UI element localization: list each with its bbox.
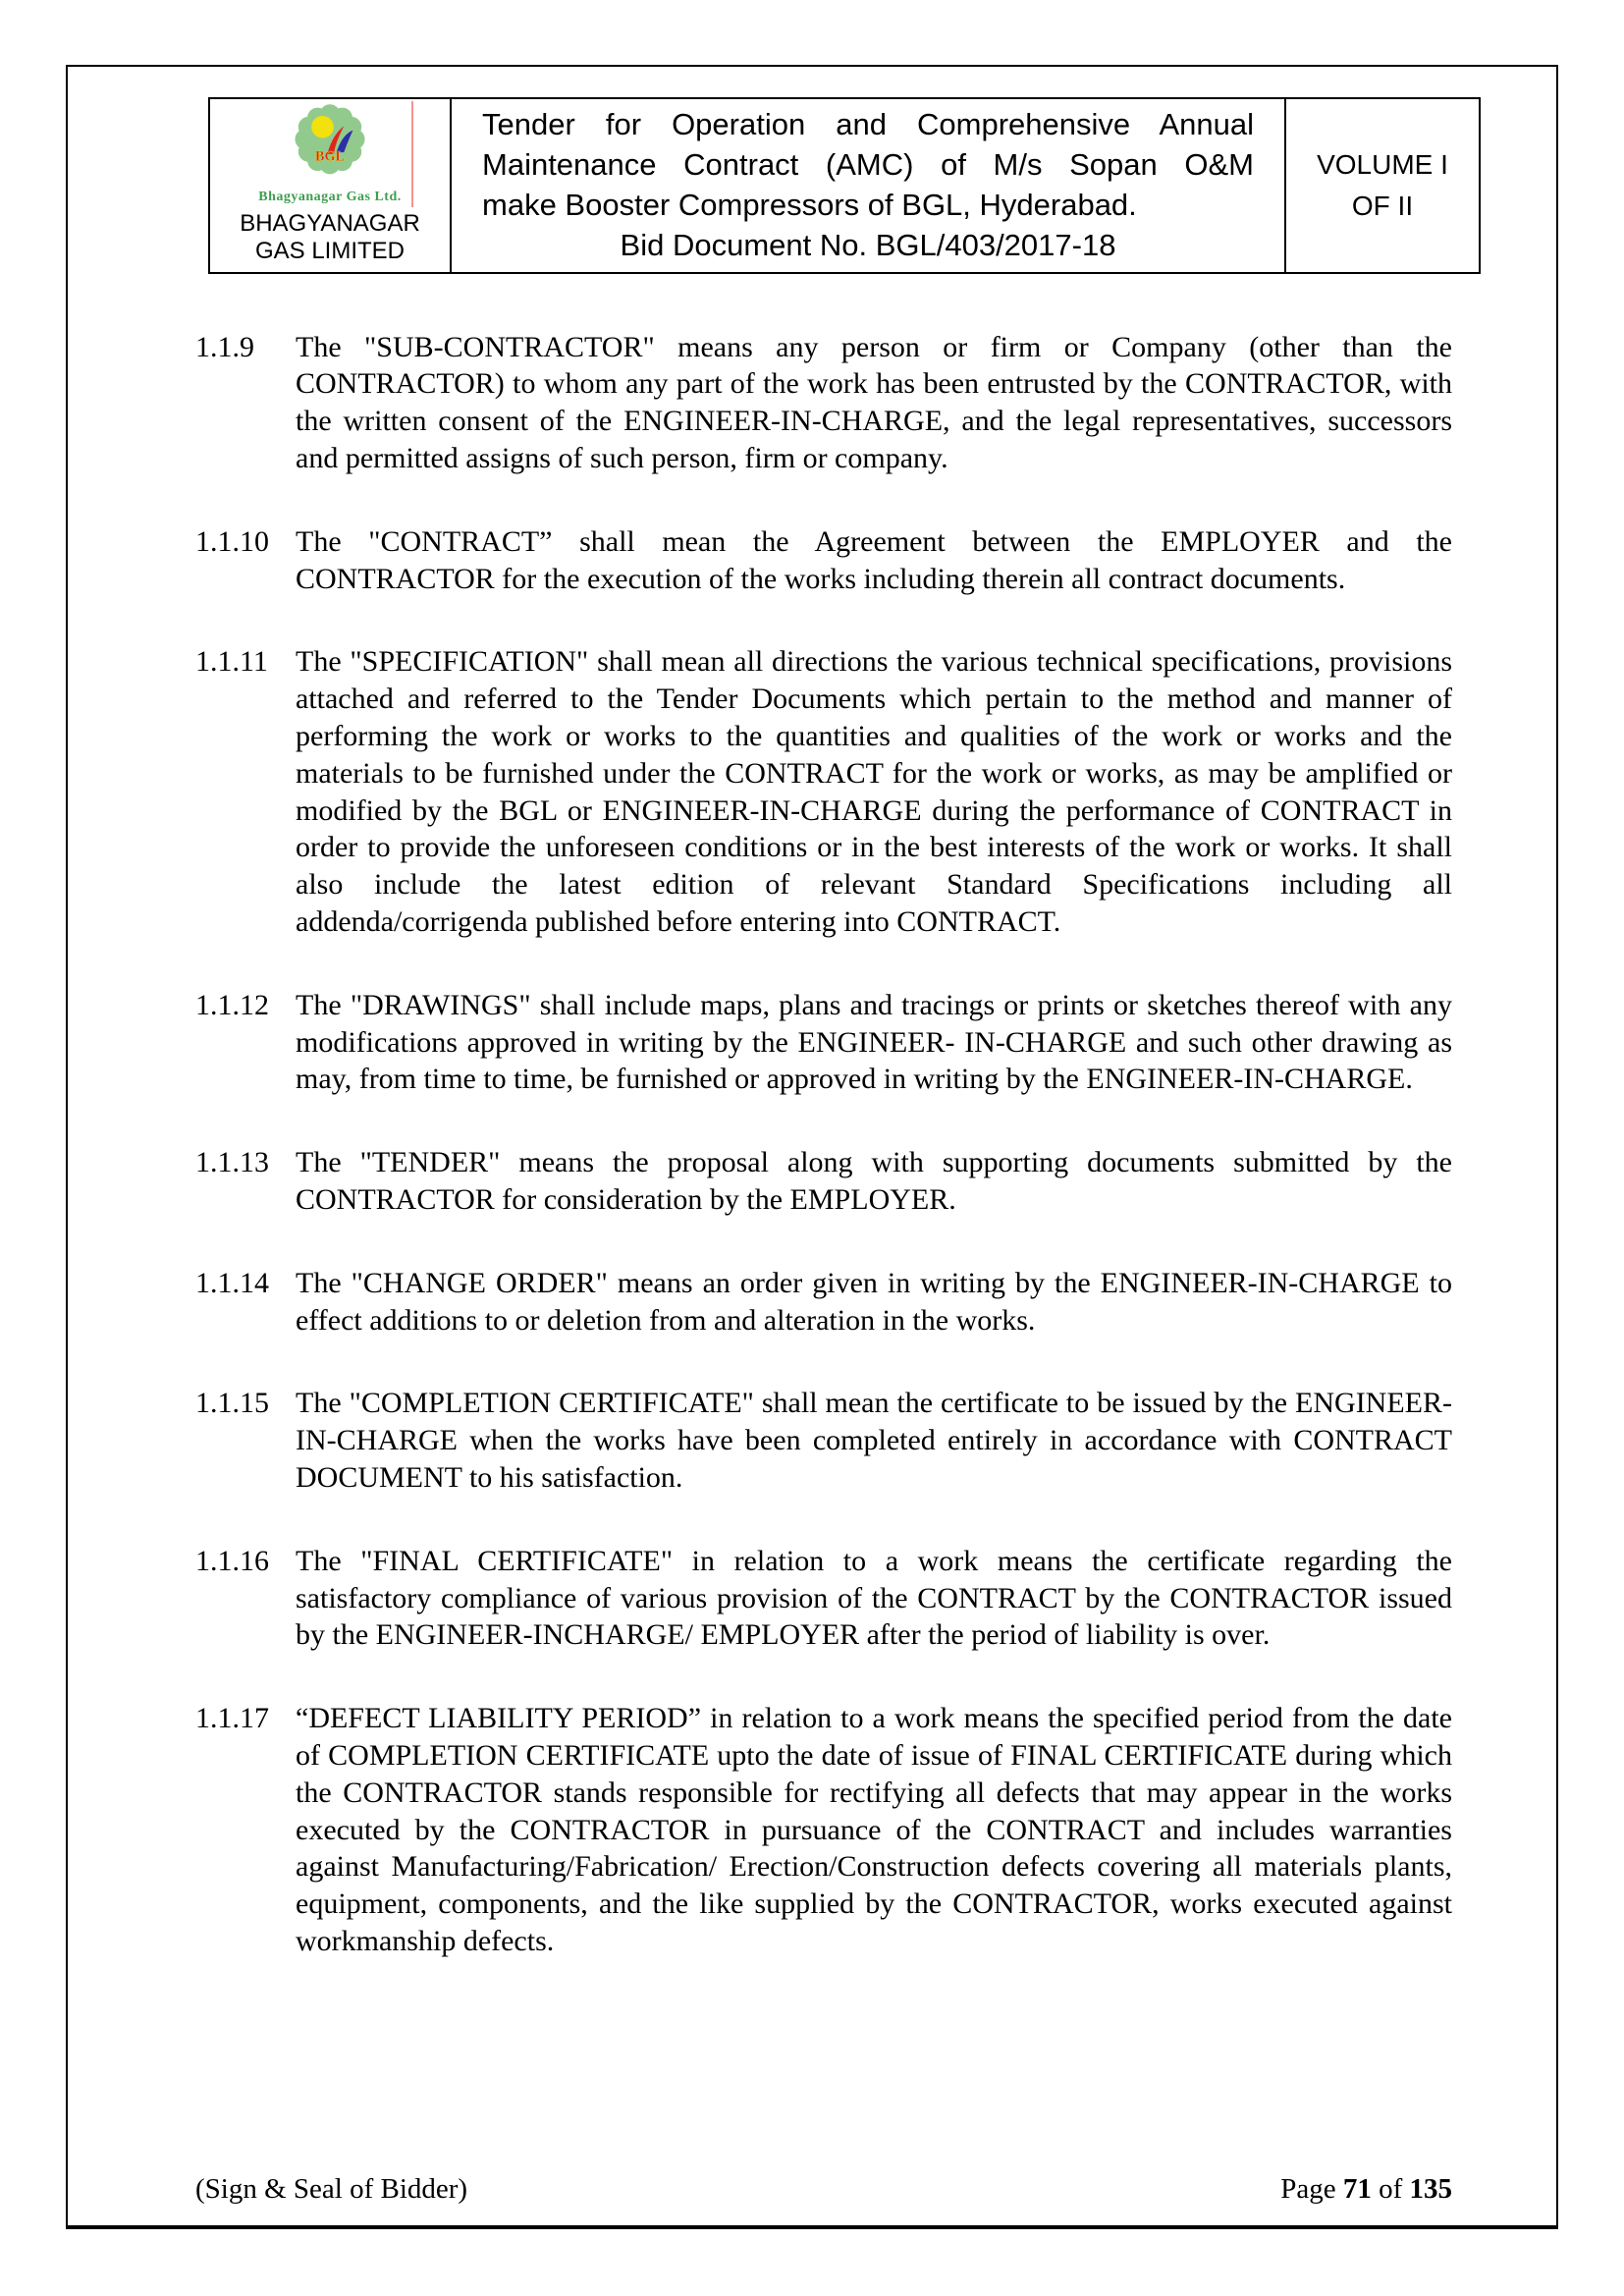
title-cell (450, 99, 1286, 272)
clause-number: 1.1.17 (195, 1702, 269, 1735)
header-table (208, 97, 1481, 274)
page-indicator (1280, 2173, 1452, 2206)
clause-text: The "DRAWINGS" shall include maps, plans and tracings or prints or sketches thereof with any modifications approved in writing by the ENGINEER- IN-CHARGE and such other drawing as may, from time to time, be furnished or approved in writing by the ENGINEER-IN-CHARGE. (296, 988, 1452, 1096)
clause-row (195, 1265, 1452, 1339)
clause-number: 1.1.10 (195, 524, 269, 558)
page-footer (68, 2173, 1556, 2206)
clause-number: 1.1.15 (195, 1387, 269, 1420)
company-name: BHAGYANAGAR GAS LIMITED (240, 210, 420, 264)
logo-cell (210, 99, 450, 272)
clause-text: The "SUB-CONTRACTOR" means any person or firm or Company (other than the CONTRACTOR) to whom any part of the work has been entrusted by the CONTRACTOR, with the written consent of the ENGINEER-IN-CHARGE, and the legal representatives, successors and permitted assigns of such person, firm or company. (296, 330, 1452, 475)
clauses-section (68, 274, 1556, 1960)
clause-text: The "CONTRACT” shall mean the Agreement between the EMPLOYER and the CONTRACTOR for the execution of the works including therein all contract documents. (296, 524, 1452, 595)
clause-row (195, 987, 1452, 1098)
clause-text: The "FINAL CERTIFICATE" in relation to a work means the certificate regarding the satisfactory compliance of various provision of the CONTRACT by the CONTRACTOR issued by the ENGINEER-INCHARGE/ EMPLOYER after the period of liability is over. (296, 1544, 1452, 1652)
page-current: 71 (1342, 2173, 1372, 2205)
bid-doc-number: Bid Document No. BGL/403/2017-18 (620, 227, 1116, 262)
clause-number: 1.1.9 (195, 330, 254, 363)
bgl-logo-icon (281, 103, 379, 193)
page-total: 135 (1409, 2173, 1452, 2205)
title-line-3: make Booster Compressors of BGL, Hyderabad. (482, 187, 1137, 222)
sun-icon (311, 116, 334, 138)
clause-text: The "COMPLETION CERTIFICATE" shall mean the certificate to be issued by the ENGINEER-IN-CHARGE when the works have been completed entirely in accordance with CONTRACT DOCUMENT to his satisfaction. (296, 1387, 1452, 1494)
clause-number: 1.1.11 (195, 645, 268, 679)
page-border-frame (66, 65, 1558, 2229)
clause-row (195, 1700, 1452, 1960)
clause-text: The "TENDER" means the proposal along with supporting documents submitted by the CONTRACTOR for consideration by the EMPLOYER. (296, 1146, 1452, 1216)
page-word: Page (1280, 2173, 1336, 2205)
volume-label: VOLUME I OF II (1317, 148, 1448, 221)
title-line-1: Tender for Operation and Comprehensive Annual (482, 107, 1254, 141)
red-divider-rule (411, 101, 413, 207)
clause-text: The "CHANGE ORDER" means an order given in writing by the ENGINEER-IN-CHARGE to effect additions to or deletion from and alteration in the works. (296, 1266, 1452, 1337)
clause-row (195, 643, 1452, 940)
clause-row (195, 1543, 1452, 1654)
clause-number: 1.1.16 (195, 1544, 269, 1577)
clause-number: 1.1.13 (195, 1146, 269, 1179)
clause-text: “DEFECT LIABILITY PERIOD” in relation to a work means the specified period from the date of COMPLETION CERTIFICATE upto the date of issue of FINAL CERTIFICATE during which the CONTRACTOR stands responsible for rectifying all defects that may appear in the works executed by the CONTRACTOR in pursuance of the CONTRACT and includes warranties against Manufacturing/Fabrication/ Erection/Construction defects covering all materials plants, equipment, components, and the like supplied by the CONTRACTOR, works executed against workmanship defects. (296, 1702, 1452, 1957)
clause-row (195, 1144, 1452, 1219)
clause-row (195, 1385, 1452, 1496)
logo-monogram: BGL (315, 148, 345, 165)
clause-row (195, 523, 1452, 598)
title-line-2: Maintenance Contract (AMC) of M/s Sopan O&M (482, 146, 1254, 182)
clause-row (195, 329, 1452, 477)
clause-number: 1.1.12 (195, 988, 269, 1021)
clause-text: The "SPECIFICATION" shall mean all directions the various technical specifications, provisions attached and referred to the Tender Documents which pertain to the method and manner of performing the work or works to the quantities and qualities of the work or works and the materials to be furnished under the CONTRACT for the work or works, as may be amplified or modified by the BGL or ENGINEER-IN-CHARGE during the performance of CONTRACT in order to provide the unforeseen conditions or in the best interests of the work or works. It shall also include the latest edition of relevant Standard Specifications including all addenda/corrigenda published before entering into CONTRACT. (296, 645, 1452, 938)
logo-subtitle: Bhagyanagar Gas Ltd. (258, 190, 402, 204)
of-word: of (1379, 2173, 1403, 2205)
sign-seal-label: (Sign & Seal of Bidder) (195, 2173, 468, 2205)
clause-number: 1.1.14 (195, 1266, 269, 1299)
volume-cell (1286, 99, 1479, 272)
